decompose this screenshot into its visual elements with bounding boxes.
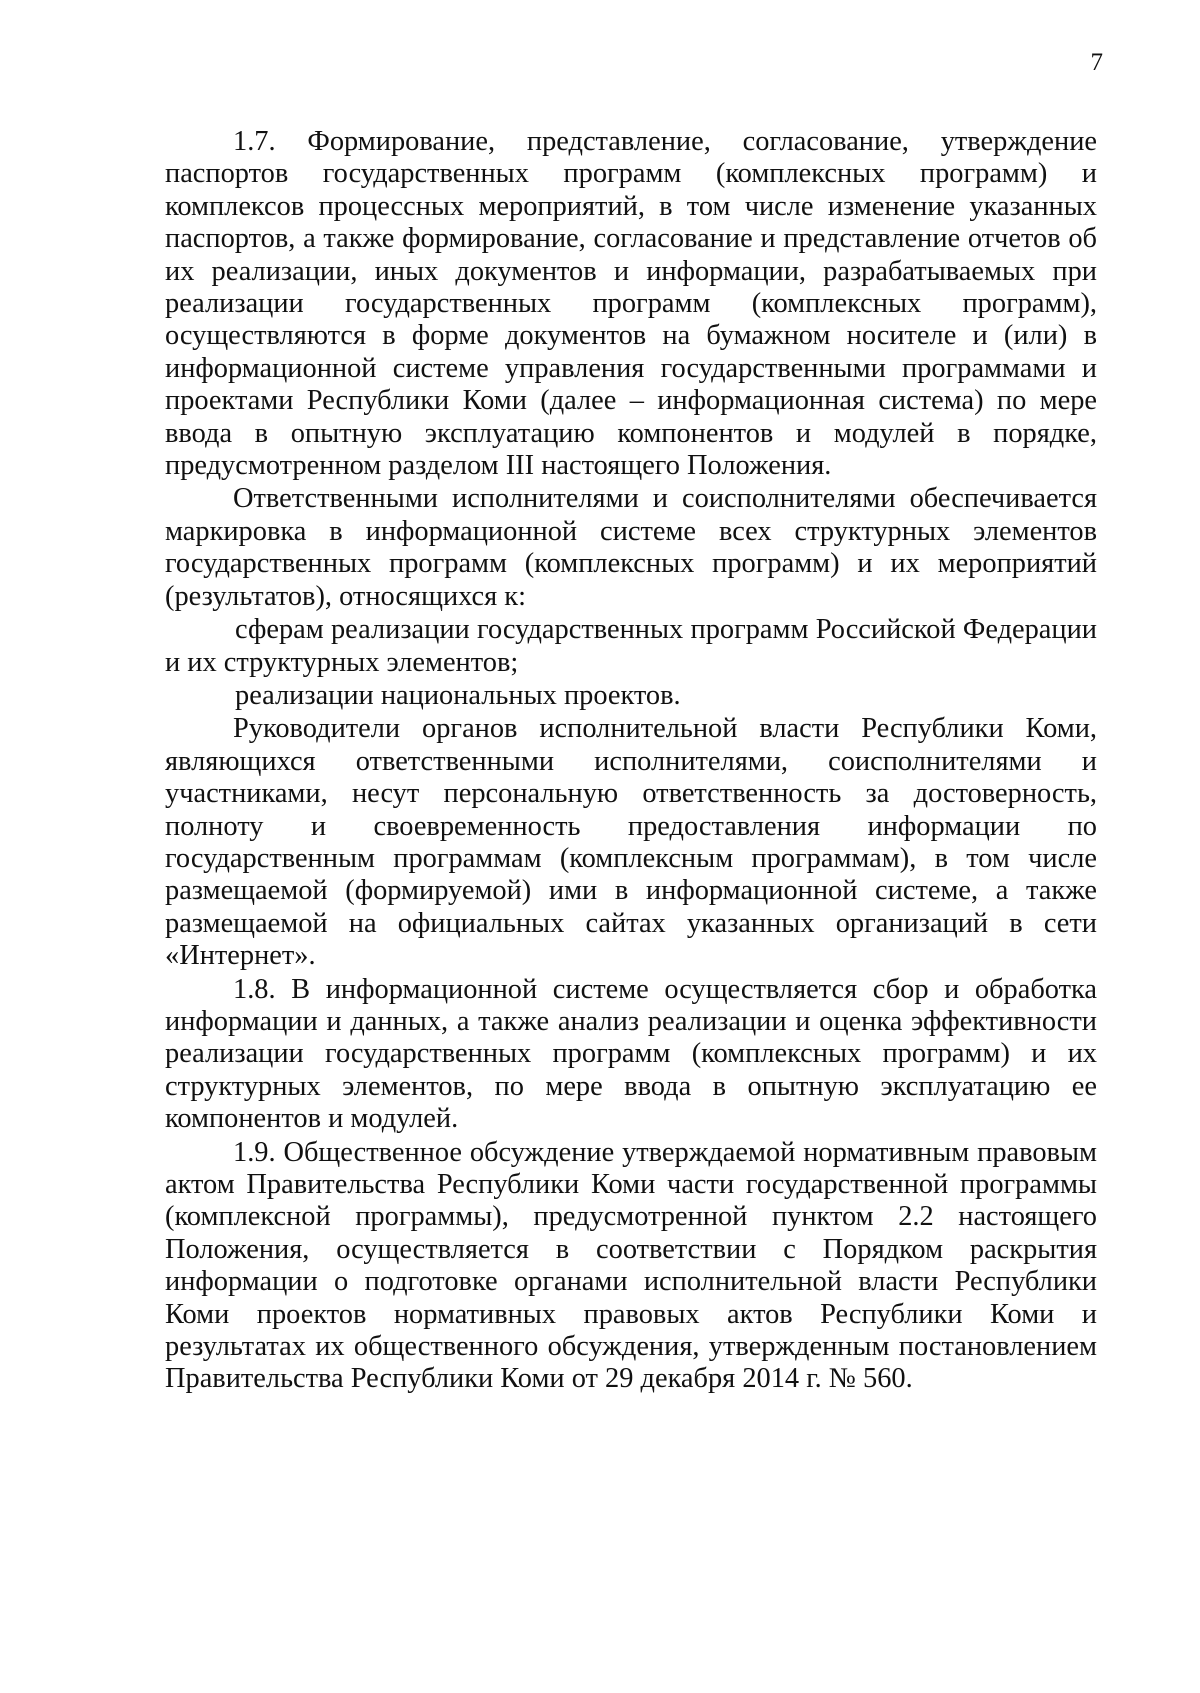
paragraph-1-9: 1.9. Общественное обсуждение утверждаемой нормативным правовым актом Правительства Республики Коми части государственной программы (комплексной программы), предусмотренной пунктом 2.2 настоящего Положения, осуществляется в соответствии с Порядком раскрытия информации о подготовке органами исполнительной власти Республики Коми проектов нормативных правовых актов Республики Коми и результатах их общественного обсуждения, утвержденным постановлением Правительства Республики Коми от 29 декабря 2014 г. № 560.: [165, 1136, 1097, 1395]
paragraph-national-projects: реализации национальных проектов.: [235, 679, 681, 711]
paragraph-responsibility: Руководители органов исполнительной власти Республики Коми, являющихся ответственными исполнителями, соисполнителями и участниками, несут персональную ответственность за достоверность, полноту и своевременность предоставления информации по государственным программам (комплексным программам), в том числе размещаемой (формируемой) ими в информационной системе, а также размещаемой на официальных сайтах указанных организаций в сети «Интернет».: [165, 713, 1097, 972]
paragraph-1-8: 1.8. В информационной системе осуществляется сбор и обработка информации и данных, а также анализ реализации и оценка эффективности реализации государственных программ (комплексных программ) и их структурных элементов, по мере ввода в опытную эксплуатацию ее компонентов и модулей.: [165, 973, 1097, 1135]
paragraph-marking: Ответственными исполнителями и соисполнителями обеспечивается маркировка в информационной системе всех структурных элементов государственных программ (комплексных программ) и их мероприятий (результатов), относящихся к:: [165, 483, 1097, 612]
paragraph-1-7: 1.7. Формирование, представление, согласование, утверждение паспортов государственных программ (комплексных программ) и комплексов процессных мероприятий, в том числе изменение указанных паспортов, а также формирование, согласование и представление отчетов об их реализации, иных документов и информации, разрабатываемых при реализации государственных программ (комплексных программ), осуществляются в форме документов на бумажном носителе и (или) в информационной системе управления государственными программами и проектами Республики Коми (далее – информационная система) по мере ввода в опытную эксплуатацию компонентов и модулей в порядке, предусмотренном разделом III настоящего Положения.: [165, 126, 1097, 482]
document-body: [165, 126, 1097, 1396]
page-number: 7: [1090, 49, 1103, 76]
paragraph-federal-programs: сферам реализации государственных программ Российской Федерации и их структурных элементов;: [165, 614, 1097, 678]
